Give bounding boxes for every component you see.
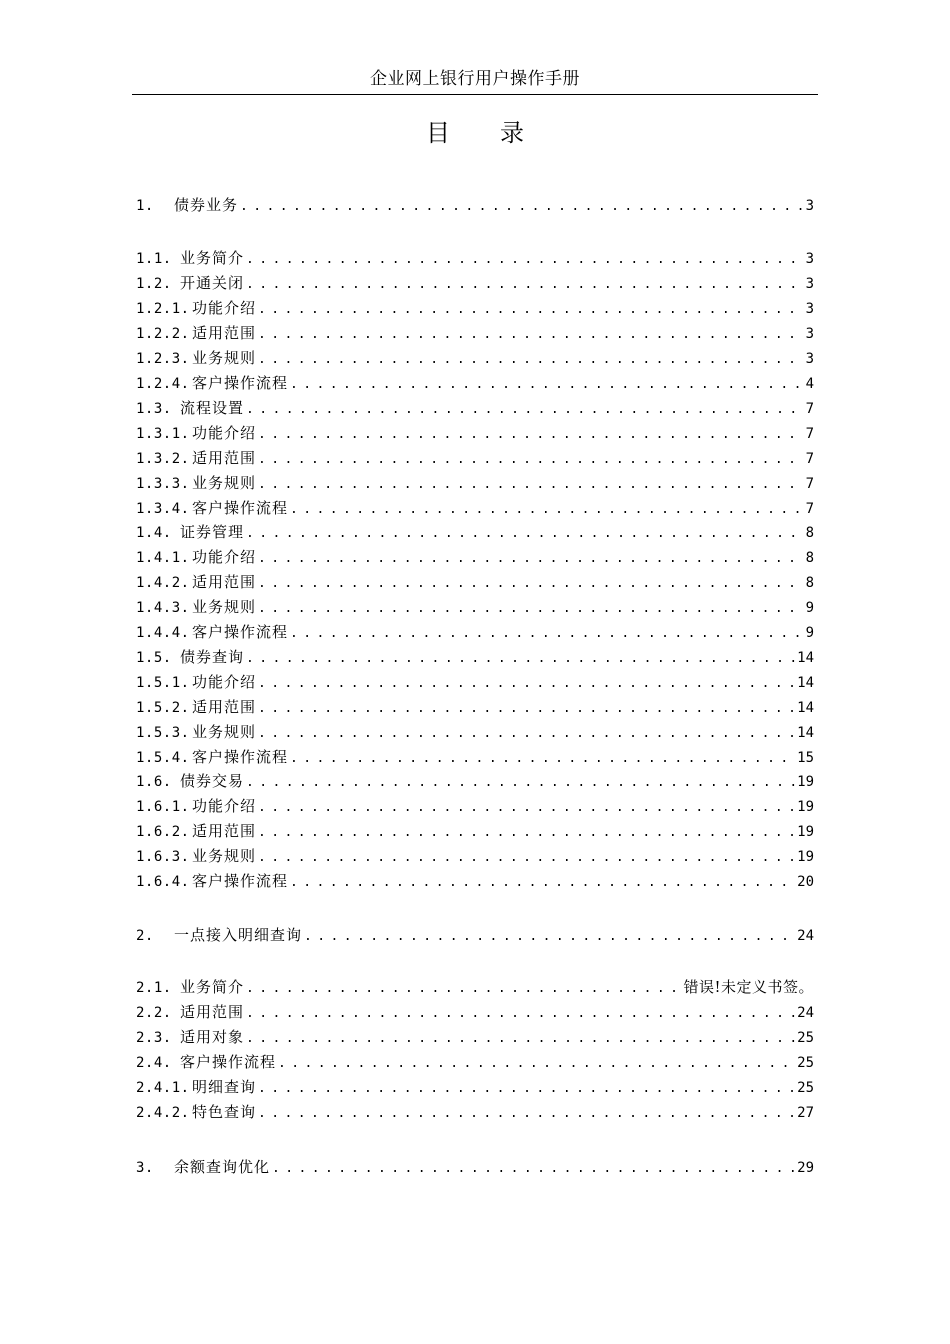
toc-entry[interactable] — [136, 397, 814, 419]
toc-entry[interactable] — [136, 795, 814, 817]
toc-list — [136, 0, 814, 1344]
toc-entry-label: 客户操作流程 — [180, 1053, 277, 1071]
toc-dot-leader — [258, 723, 795, 745]
toc-entry-label: 客户操作流程 — [192, 374, 289, 392]
toc-entry-page-number: 8 — [805, 550, 814, 566]
toc-title-char-1: 目 — [426, 119, 450, 147]
toc-entry-number: 1.1. — [136, 251, 172, 267]
toc-dot-leader — [246, 648, 795, 670]
toc-entry[interactable] — [136, 924, 814, 946]
toc-entry-label: 业务规则 — [192, 474, 257, 492]
toc-entry-page-number: 3 — [805, 301, 814, 317]
toc-entry-number: 1.3.1. — [136, 426, 190, 442]
toc-entry[interactable] — [136, 447, 814, 469]
toc-dot-leader — [258, 299, 804, 321]
toc-entry-number: 1.3.2. — [136, 451, 190, 467]
toc-entry-label: 客户操作流程 — [192, 872, 289, 890]
toc-entry-page-number: 19 — [797, 824, 814, 840]
toc-entry-label: 功能介绍 — [192, 299, 257, 317]
toc-entry-label: 客户操作流程 — [192, 499, 289, 517]
toc-entry-number: 1.5.3. — [136, 725, 190, 741]
toc-entry-number: 1. — [136, 198, 154, 214]
toc-dot-leader — [246, 1003, 795, 1025]
toc-entry[interactable] — [136, 976, 814, 998]
toc-entry-number: 1.4.1. — [136, 550, 190, 566]
toc-entry-page-number: 3 — [805, 198, 814, 214]
toc-entry[interactable] — [136, 422, 814, 444]
toc-entry-page-number: 7 — [805, 426, 814, 442]
toc-entry[interactable] — [136, 546, 814, 568]
toc-dot-leader — [258, 449, 804, 471]
toc-entry-number: 1.6.1. — [136, 799, 190, 815]
toc-title-char-2: 录 — [500, 119, 524, 147]
toc-dot-leader — [246, 399, 804, 421]
toc-entry-number: 1.5. — [136, 650, 172, 666]
toc-entry[interactable] — [136, 322, 814, 344]
toc-entry-label: 债券交易 — [180, 772, 245, 790]
toc-dot-leader — [258, 573, 804, 595]
toc-dot-leader — [258, 324, 804, 346]
toc-entry-number: 2.4.2. — [136, 1105, 190, 1121]
toc-entry[interactable] — [136, 870, 814, 892]
toc-entry-page-number: 14 — [797, 675, 814, 691]
toc-entry-number: 2. — [136, 928, 154, 944]
toc-entry-page-number: 20 — [797, 874, 814, 890]
toc-entry-number: 1.2.3. — [136, 351, 190, 367]
toc-entry-label: 适用范围 — [192, 449, 257, 467]
toc-entry-page-number: 14 — [797, 700, 814, 716]
toc-entry-label: 业务规则 — [192, 723, 257, 741]
toc-entry-label: 客户操作流程 — [192, 748, 289, 766]
toc-entry[interactable] — [136, 671, 814, 693]
toc-dot-leader — [258, 424, 804, 446]
toc-entry-number: 2.4. — [136, 1055, 172, 1071]
toc-entry-number: 1.2.1. — [136, 301, 190, 317]
toc-entry-page-number: 8 — [805, 525, 814, 541]
toc-dot-leader — [246, 523, 804, 545]
toc-entry-label: 业务简介 — [180, 249, 245, 267]
toc-entry[interactable] — [136, 372, 814, 394]
toc-entry[interactable] — [136, 521, 814, 543]
toc-entry-page-number: 7 — [805, 501, 814, 517]
toc-dot-leader — [258, 698, 795, 720]
toc-entry-page-number: 19 — [797, 849, 814, 865]
toc-dot-leader — [246, 978, 681, 1000]
toc-dot-leader — [246, 1028, 795, 1050]
toc-entry[interactable] — [136, 194, 814, 216]
toc-dot-leader — [290, 374, 804, 396]
toc-entry[interactable] — [136, 845, 814, 867]
toc-entry-label: 债券业务 — [174, 196, 239, 214]
toc-dot-leader — [278, 1053, 795, 1075]
toc-entry-number: 1.2. — [136, 276, 172, 292]
toc-dot-leader — [246, 274, 804, 296]
toc-entry-page-number: 25 — [797, 1030, 814, 1046]
toc-entry-label: 债券查询 — [180, 648, 245, 666]
toc-entry-number: 1.2.2. — [136, 326, 190, 342]
toc-dot-leader — [258, 1103, 795, 1125]
toc-entry[interactable] — [136, 621, 814, 643]
toc-dot-leader — [258, 1078, 795, 1100]
toc-entry-page-number: 24 — [797, 1005, 814, 1021]
toc-dot-leader — [272, 1158, 795, 1180]
toc-entry-number: 2.3. — [136, 1030, 172, 1046]
toc-dot-leader — [258, 673, 795, 695]
toc-entry-number: 1.4.4. — [136, 625, 190, 641]
toc-entry-number: 1.3.3. — [136, 476, 190, 492]
toc-entry-number: 2.4.1. — [136, 1080, 190, 1096]
toc-dot-leader — [246, 772, 795, 794]
toc-entry[interactable] — [136, 1026, 814, 1048]
toc-entry-page-number: 3 — [805, 251, 814, 267]
toc-entry[interactable] — [136, 497, 814, 519]
toc-dot-leader — [290, 499, 804, 521]
toc-dot-leader — [290, 872, 795, 894]
toc-entry-page-number: 9 — [805, 625, 814, 641]
toc-dot-leader — [290, 623, 804, 645]
toc-entry[interactable] — [136, 297, 814, 319]
toc-entry-page-number: 4 — [805, 376, 814, 392]
toc-entry-number: 1.4. — [136, 525, 172, 541]
toc-entry-label: 业务规则 — [192, 349, 257, 367]
toc-dot-leader — [258, 598, 804, 620]
toc-entry-number: 1.3. — [136, 401, 172, 417]
toc-entry-label: 适用对象 — [180, 1028, 245, 1046]
toc-entry-page-number: 25 — [797, 1055, 814, 1071]
toc-entry-label: 一点接入明细查询 — [174, 926, 303, 944]
toc-entry-number: 2.2. — [136, 1005, 172, 1021]
toc-dot-leader — [258, 822, 795, 844]
toc-entry[interactable] — [136, 1156, 814, 1178]
toc-dot-leader — [258, 474, 804, 496]
toc-entry-label: 业务规则 — [192, 847, 257, 865]
toc-dot-leader — [290, 748, 795, 770]
toc-entry-page-number: 9 — [805, 600, 814, 616]
toc-dot-leader — [240, 196, 804, 218]
toc-entry-label: 明细查询 — [192, 1078, 257, 1096]
toc-entry-page-number: 24 — [797, 928, 814, 944]
toc-entry-page-number: 错误!未定义书签。 — [683, 978, 814, 996]
toc-entry-page-number: 19 — [797, 799, 814, 815]
toc-entry-label: 适用范围 — [180, 1003, 245, 1021]
toc-entry-page-number: 3 — [805, 326, 814, 342]
toc-entry-label: 业务规则 — [192, 598, 257, 616]
toc-entry[interactable] — [136, 1051, 814, 1073]
toc-entry-number: 1.5.1. — [136, 675, 190, 691]
toc-entry[interactable] — [136, 571, 814, 593]
toc-entry-page-number: 7 — [805, 401, 814, 417]
toc-entry-page-number: 14 — [797, 650, 814, 666]
toc-entry[interactable] — [136, 1001, 814, 1023]
toc-entry-page-number: 29 — [797, 1160, 814, 1176]
toc-dot-leader — [258, 349, 804, 371]
toc-entry-label: 适用范围 — [192, 573, 257, 591]
toc-entry-number: 1.4.2. — [136, 575, 190, 591]
page-header-title: 企业网上银行用户操作手册 — [370, 69, 580, 89]
toc-entry-label: 证券管理 — [180, 523, 245, 541]
toc-entry-number: 2.1. — [136, 980, 172, 996]
toc-entry[interactable] — [136, 721, 814, 743]
toc-entry-label: 特色查询 — [192, 1103, 257, 1121]
toc-entry-label: 适用范围 — [192, 822, 257, 840]
toc-entry-label: 业务简介 — [180, 978, 245, 996]
toc-entry[interactable] — [136, 820, 814, 842]
toc-entry-number: 1.6. — [136, 774, 172, 790]
toc-dot-leader — [258, 847, 795, 869]
toc-entry-number: 3. — [136, 1160, 154, 1176]
toc-entry-label: 功能介绍 — [192, 797, 257, 815]
toc-entry-page-number: 3 — [805, 276, 814, 292]
toc-entry-page-number: 15 — [797, 750, 814, 766]
toc-entry-label: 开通关闭 — [180, 274, 245, 292]
toc-entry-label: 适用范围 — [192, 324, 257, 342]
toc-entry[interactable] — [136, 272, 814, 294]
toc-entry-label: 余额查询优化 — [174, 1158, 271, 1176]
toc-entry[interactable] — [136, 746, 814, 768]
toc-entry-number: 1.5.2. — [136, 700, 190, 716]
toc-entry-number: 1.4.3. — [136, 600, 190, 616]
toc-entry-label: 客户操作流程 — [192, 623, 289, 641]
toc-entry-page-number: 27 — [797, 1105, 814, 1121]
toc-entry-label: 适用范围 — [192, 698, 257, 716]
toc-entry[interactable] — [136, 1076, 814, 1098]
toc-entry[interactable] — [136, 596, 814, 618]
toc-entry-number: 1.6.2. — [136, 824, 190, 840]
toc-entry-page-number: 25 — [797, 1080, 814, 1096]
toc-entry-page-number: 7 — [805, 476, 814, 492]
toc-entry[interactable] — [136, 247, 814, 269]
toc-entry-label: 功能介绍 — [192, 673, 257, 691]
toc-entry[interactable] — [136, 1101, 814, 1123]
toc-entry-number: 1.6.4. — [136, 874, 190, 890]
toc-entry-page-number: 19 — [797, 774, 814, 790]
toc-entry-number: 1.3.4. — [136, 501, 190, 517]
toc-entry[interactable] — [136, 770, 814, 792]
toc-entry-page-number: 7 — [805, 451, 814, 467]
toc-entry-label: 功能介绍 — [192, 424, 257, 442]
toc-entry-label: 流程设置 — [180, 399, 245, 417]
toc-entry-number: 1.5.4. — [136, 750, 190, 766]
toc-dot-leader — [246, 249, 804, 271]
toc-entry-page-number: 3 — [805, 351, 814, 367]
toc-dot-leader — [304, 926, 795, 948]
toc-entry[interactable] — [136, 646, 814, 668]
toc-entry[interactable] — [136, 347, 814, 369]
toc-dot-leader — [258, 797, 795, 819]
toc-entry-label: 功能介绍 — [192, 548, 257, 566]
toc-entry[interactable] — [136, 472, 814, 494]
toc-entry[interactable] — [136, 696, 814, 718]
toc-dot-leader — [258, 548, 804, 570]
toc-entry-page-number: 14 — [797, 725, 814, 741]
toc-entry-number: 1.6.3. — [136, 849, 190, 865]
toc-entry-page-number: 8 — [805, 575, 814, 591]
toc-entry-number: 1.2.4. — [136, 376, 190, 392]
